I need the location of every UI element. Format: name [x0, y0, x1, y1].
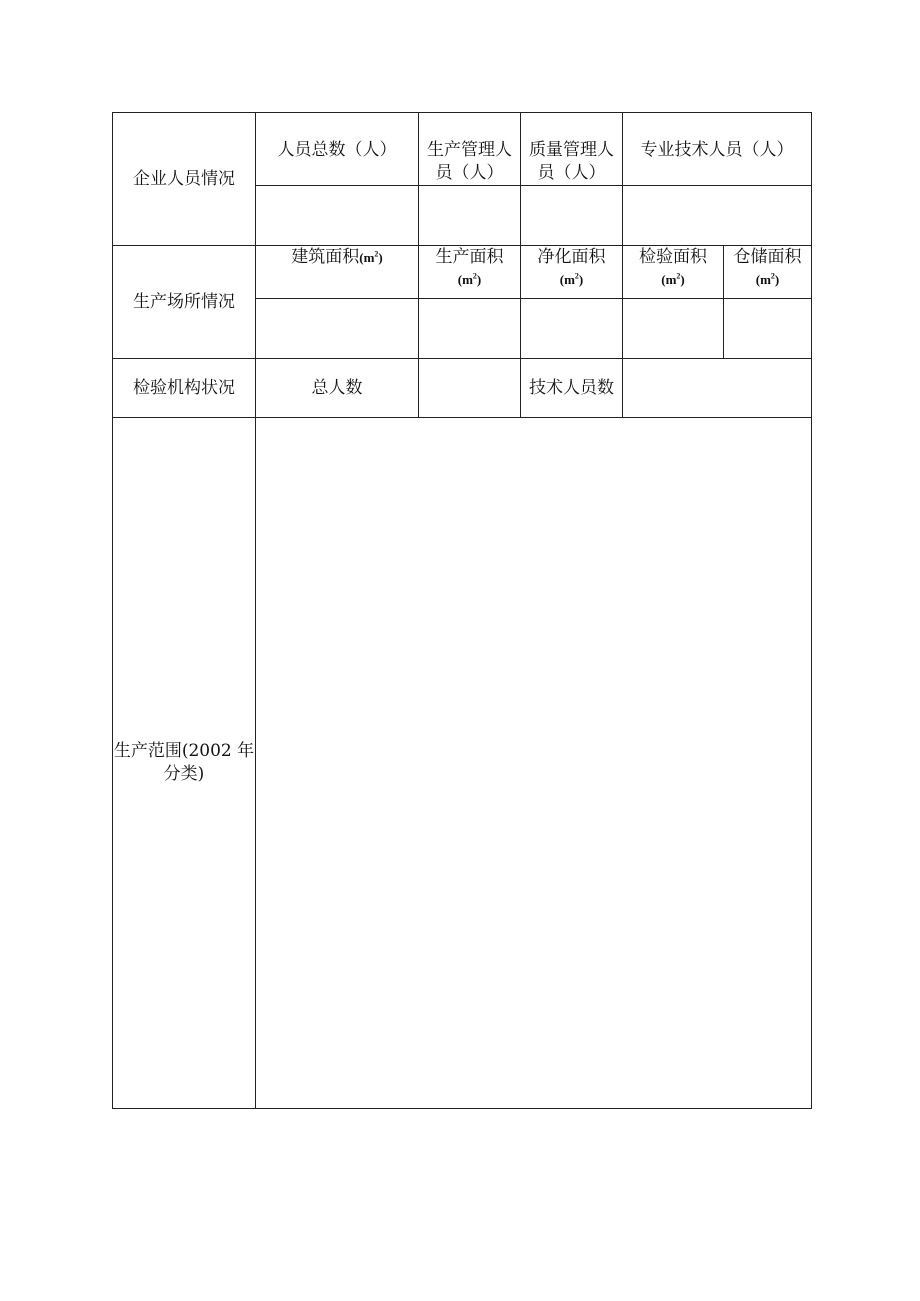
grid-line	[112, 1108, 812, 1109]
header-building-area	[256, 246, 418, 269]
header-technical-staff-text: 专业技术人员（人）	[640, 140, 794, 160]
input-inspection-total[interactable]	[419, 359, 520, 417]
header-production-area	[419, 246, 520, 290]
header-storage-area-text: 仓储面积	[733, 247, 802, 267]
inspection-tech-label	[521, 359, 622, 417]
header-storage-area	[724, 246, 811, 290]
unit-m2: $(m^2)$	[457, 271, 482, 287]
enterprise-info-form	[112, 112, 812, 1109]
input-inspection-area[interactable]	[623, 299, 723, 358]
input-building-area[interactable]	[256, 299, 418, 358]
header-clean-area-text: 净化面积	[537, 247, 606, 267]
site-label: 生产场所情况	[133, 291, 235, 312]
scope-row-label	[113, 418, 255, 1108]
header-quality-managers	[521, 139, 622, 185]
inspection-total-label	[256, 359, 418, 417]
input-quality-managers[interactable]	[521, 186, 622, 245]
inspection-tech-label-text: 技术人员数	[529, 377, 614, 398]
header-inspection-area-text: 检验面积	[639, 247, 707, 267]
header-production-area-text: 生产面积	[435, 247, 504, 267]
input-production-managers[interactable]	[419, 186, 520, 245]
header-quality-managers-text: 质量管理人员（人）	[529, 140, 614, 183]
header-clean-area	[521, 246, 622, 290]
header-production-managers-text: 生产管理人员（人）	[427, 140, 512, 183]
personnel-row-label	[113, 113, 255, 245]
inspection-total-label-text: 总人数	[311, 377, 363, 398]
personnel-label: 企业人员情况	[133, 168, 235, 189]
input-production-area[interactable]	[419, 299, 520, 358]
inspection-label: 检验机构状况	[133, 377, 235, 398]
site-row-label	[113, 246, 255, 358]
header-total-staff	[256, 139, 418, 162]
unit-m2: $(m^2)$	[559, 271, 584, 287]
input-inspection-tech[interactable]	[623, 359, 811, 417]
input-storage-area[interactable]	[724, 299, 811, 358]
unit-m2: $(m^2)$	[661, 271, 685, 287]
unit-m2: $(m^2)$	[755, 271, 780, 287]
scope-label-line2: 分类)	[163, 764, 205, 784]
input-clean-area[interactable]	[521, 299, 622, 358]
header-building-area-text: 建筑面积$(m^2)$	[291, 247, 383, 267]
header-technical-staff	[623, 139, 811, 162]
header-total-staff-text: 人员总数（人）	[277, 140, 397, 160]
header-production-managers	[419, 139, 520, 185]
grid-line	[811, 112, 812, 1109]
inspection-row-label	[113, 359, 255, 417]
input-total-staff[interactable]	[256, 186, 418, 245]
input-production-scope[interactable]	[256, 418, 811, 1108]
scope-label-line1: 生产范围(2002 年	[113, 741, 255, 761]
input-technical-staff[interactable]	[623, 186, 811, 245]
header-inspection-area	[623, 246, 723, 290]
